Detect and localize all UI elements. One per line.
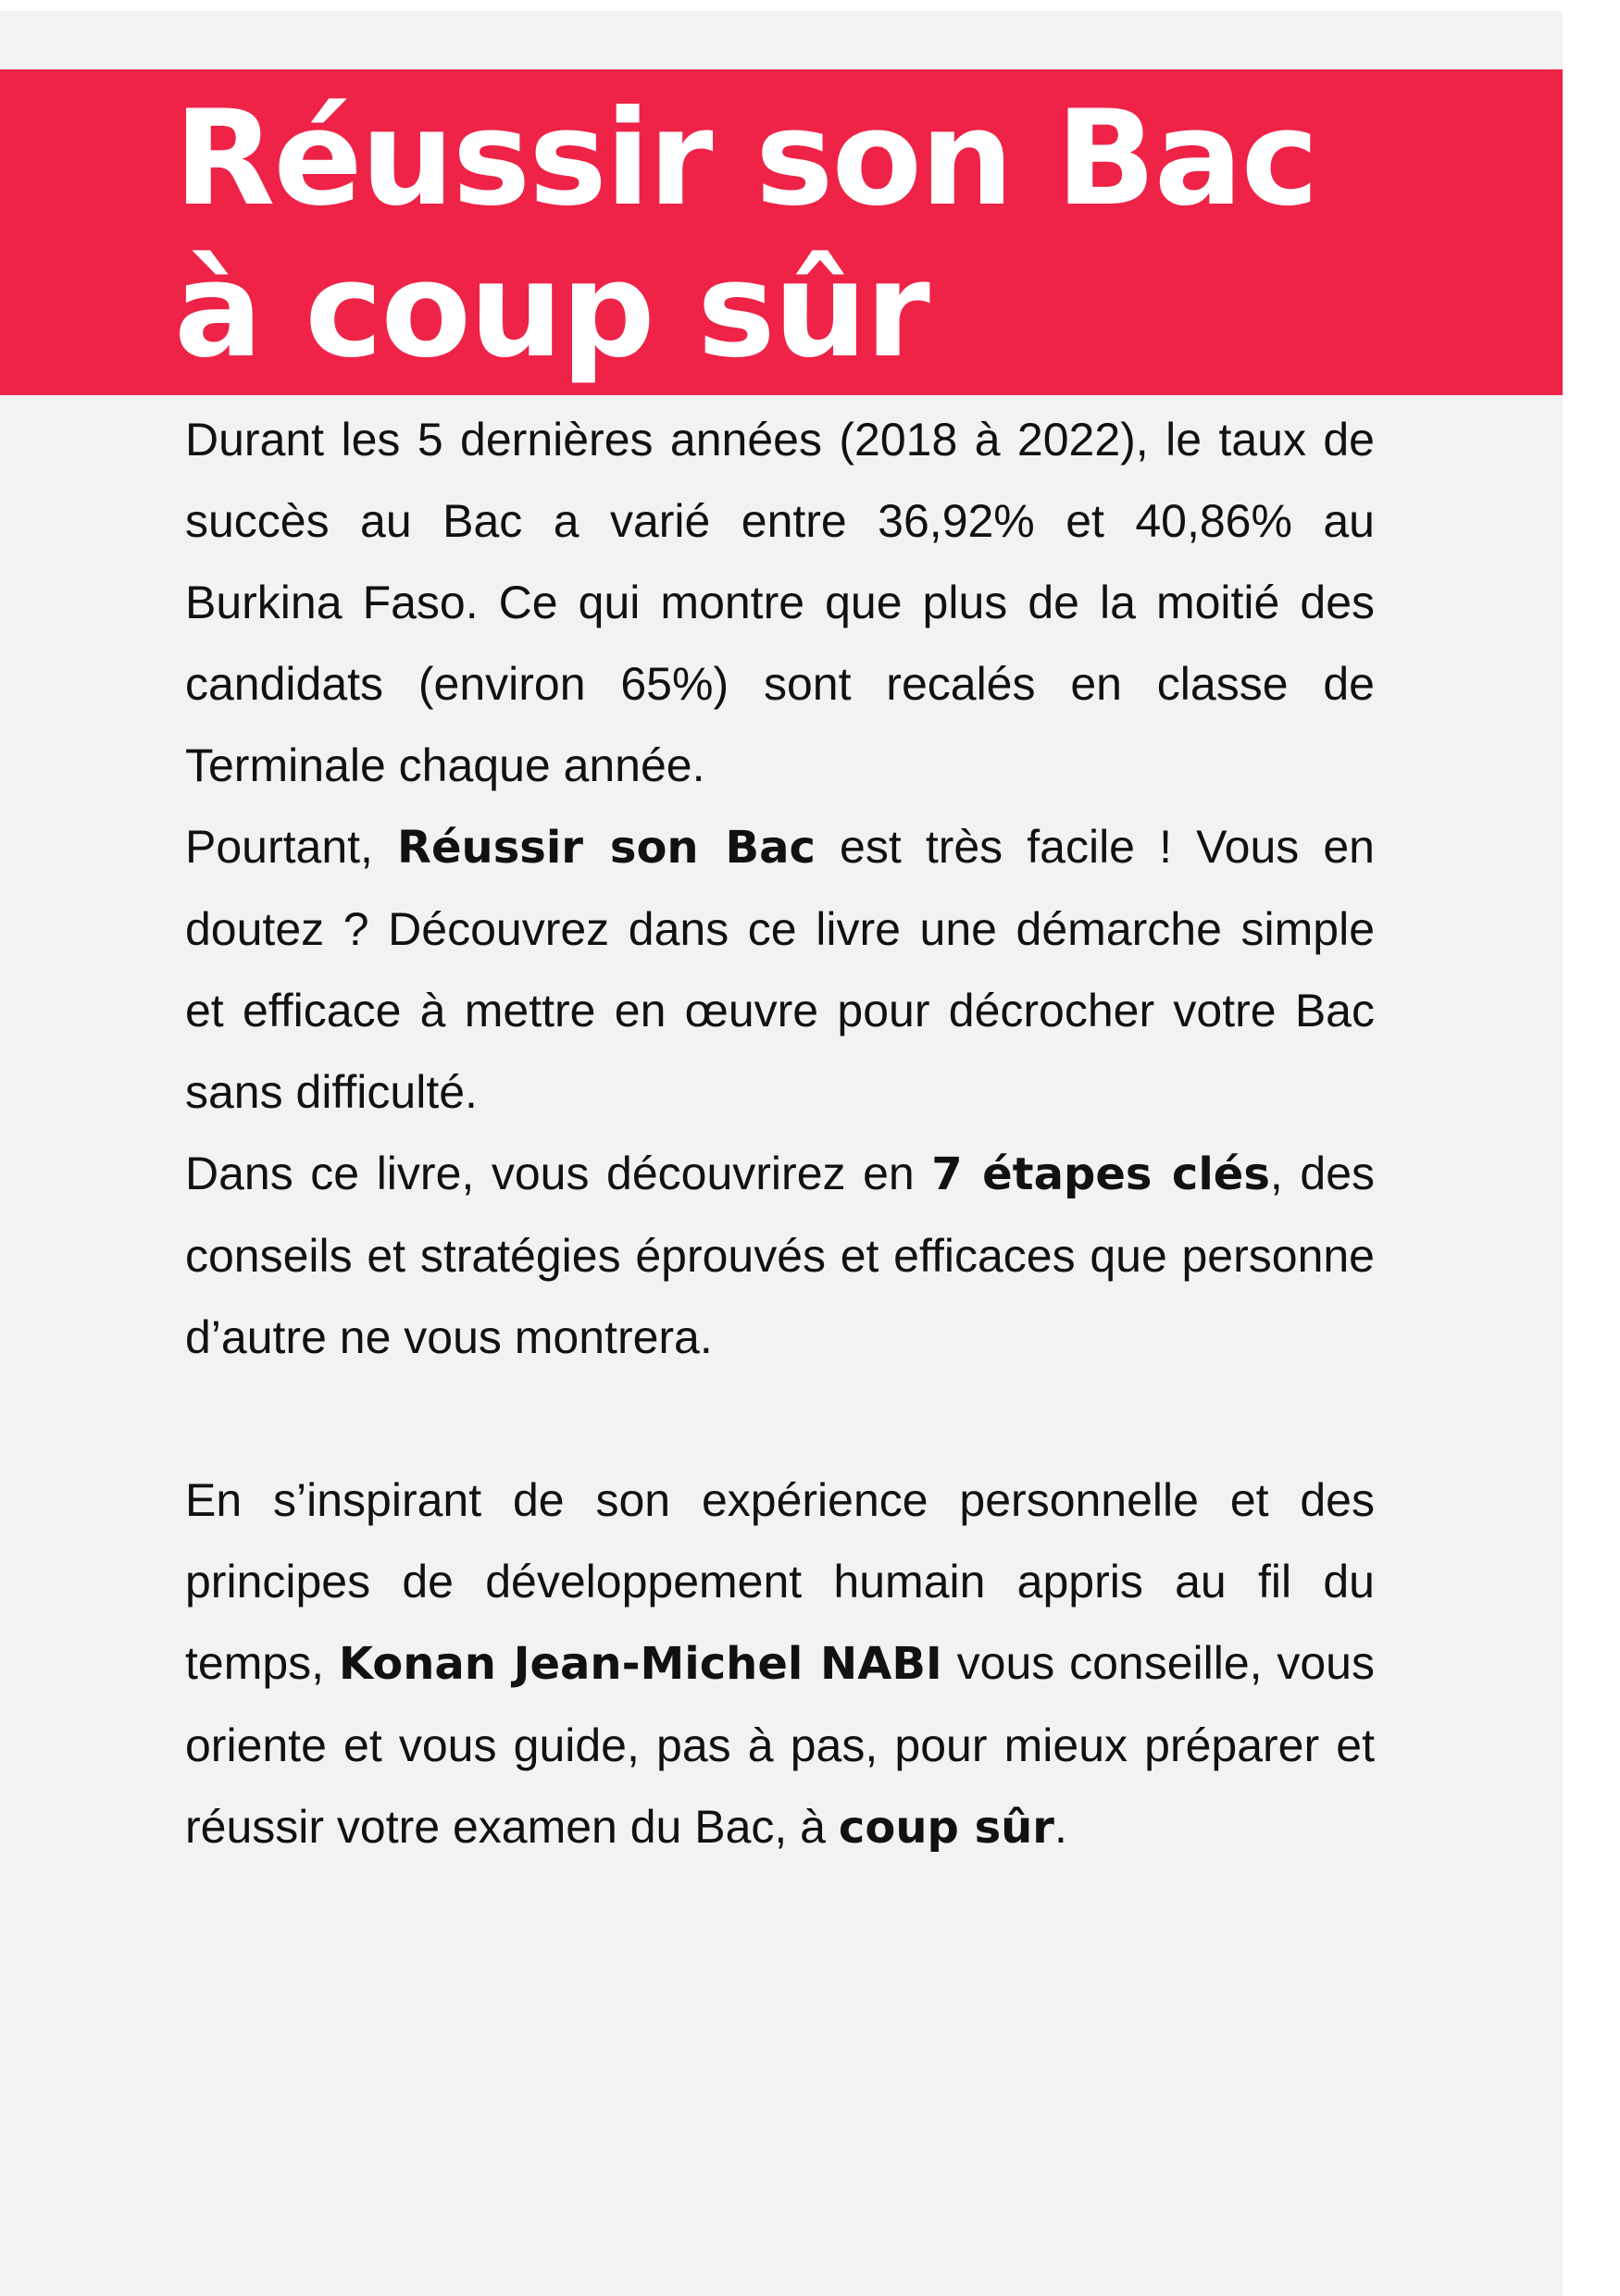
paragraph-promise-start: Pourtant, [185, 821, 397, 873]
paragraph-author-end: . [1053, 1801, 1067, 1853]
paragraph-steps-end: , des conseils et stratégies éprouvés et efficaces que personne d’autre ne vous montrera. [185, 1148, 1375, 1363]
emphasis-coup-sur: coup sûr [838, 1802, 1054, 1854]
paragraph-author [185, 1459, 1375, 1868]
paragraph-spacer [185, 1378, 1375, 1459]
paragraph-author-middle: vous conseille, vous oriente et vous guide, pas à pas, pour mieux préparer et réussir votre examen du Bac, à [185, 1637, 1375, 1853]
paragraph-steps-start: Dans ce livre, vous découvrirez en [185, 1148, 932, 1199]
paragraph-statistics: Durant les 5 dernières années (2018 à 2022), le taux de succès au Bac a varié entre 36,92% et 40,86% au Burkina Faso. Ce qui montre que plus de la moitié des candidats (environ 65%) sont recalés en classe de Terminale chaque année. [185, 414, 1375, 791]
emphasis-reussir-son-bac: Réussir son Bac [397, 822, 816, 874]
title-line-1: Réussir son Bac [174, 82, 1317, 235]
paragraph-author-start: En s’inspirant de son expérience personnelle et des principes de développement humain appris au fil du temps, [185, 1474, 1375, 1689]
paragraph-promise [185, 806, 1375, 1133]
title-line-2: à coup sûr [174, 234, 928, 387]
book-title [174, 83, 1317, 387]
blurb-text [185, 399, 1375, 1868]
emphasis-7-etapes-cles: 7 étapes clés [931, 1148, 1270, 1200]
paragraph-promise-end: est très facile ! Vous en doutez ? Découvrez dans ce livre une démarche simple et efficace à mettre en œuvre pour décrocher votre Bac sans difficulté. [185, 821, 1375, 1118]
author-name: Konan Jean-Michel NABI [338, 1638, 942, 1690]
paragraph-steps [185, 1133, 1375, 1378]
